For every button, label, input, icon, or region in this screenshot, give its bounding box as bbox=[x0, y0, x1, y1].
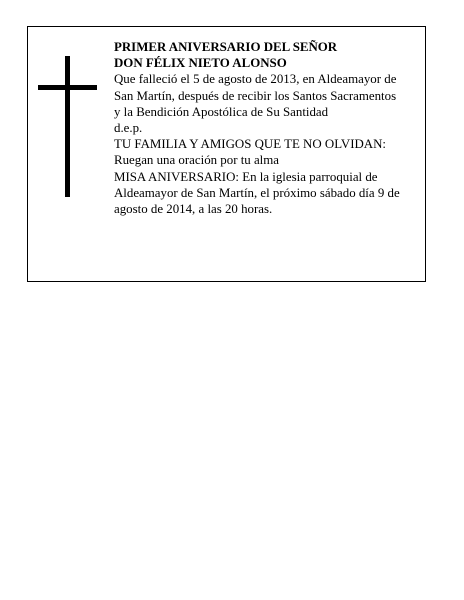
notice-body-line: Ruegan una oración por tu alma bbox=[114, 153, 280, 168]
notice-body-line: d.e.p. bbox=[114, 121, 143, 136]
notice-body-line: Aldeamayor de San Martín, el próximo sábado día 9 de bbox=[114, 185, 400, 200]
notice-title-line-2: DON FÉLIX NIETO ALONSO bbox=[114, 56, 287, 71]
notice-body-line: Que falleció el 5 de agosto de 2013, en Aldeamayor de bbox=[114, 72, 397, 87]
notice-body-line: agosto de 2014, a las 20 horas. bbox=[114, 202, 273, 217]
cross-icon bbox=[65, 56, 70, 197]
cross-icon-crossbar bbox=[38, 85, 97, 90]
notice-body-line: MISA ANIVERSARIO: En la iglesia parroquial de bbox=[114, 169, 378, 184]
notice-body-line: San Martín, después de recibir los Santos Sacramentos bbox=[114, 88, 397, 103]
notice-body-line: y la Bendición Apostólica de Su Santidad bbox=[114, 104, 329, 119]
notice-title-line-1: PRIMER ANIVERSARIO DEL SEÑOR bbox=[114, 40, 338, 54]
notice-body-line: TU FAMILIA Y AMIGOS QUE TE NO OLVIDAN: bbox=[114, 137, 387, 152]
obituary-notice-text bbox=[114, 39, 422, 217]
